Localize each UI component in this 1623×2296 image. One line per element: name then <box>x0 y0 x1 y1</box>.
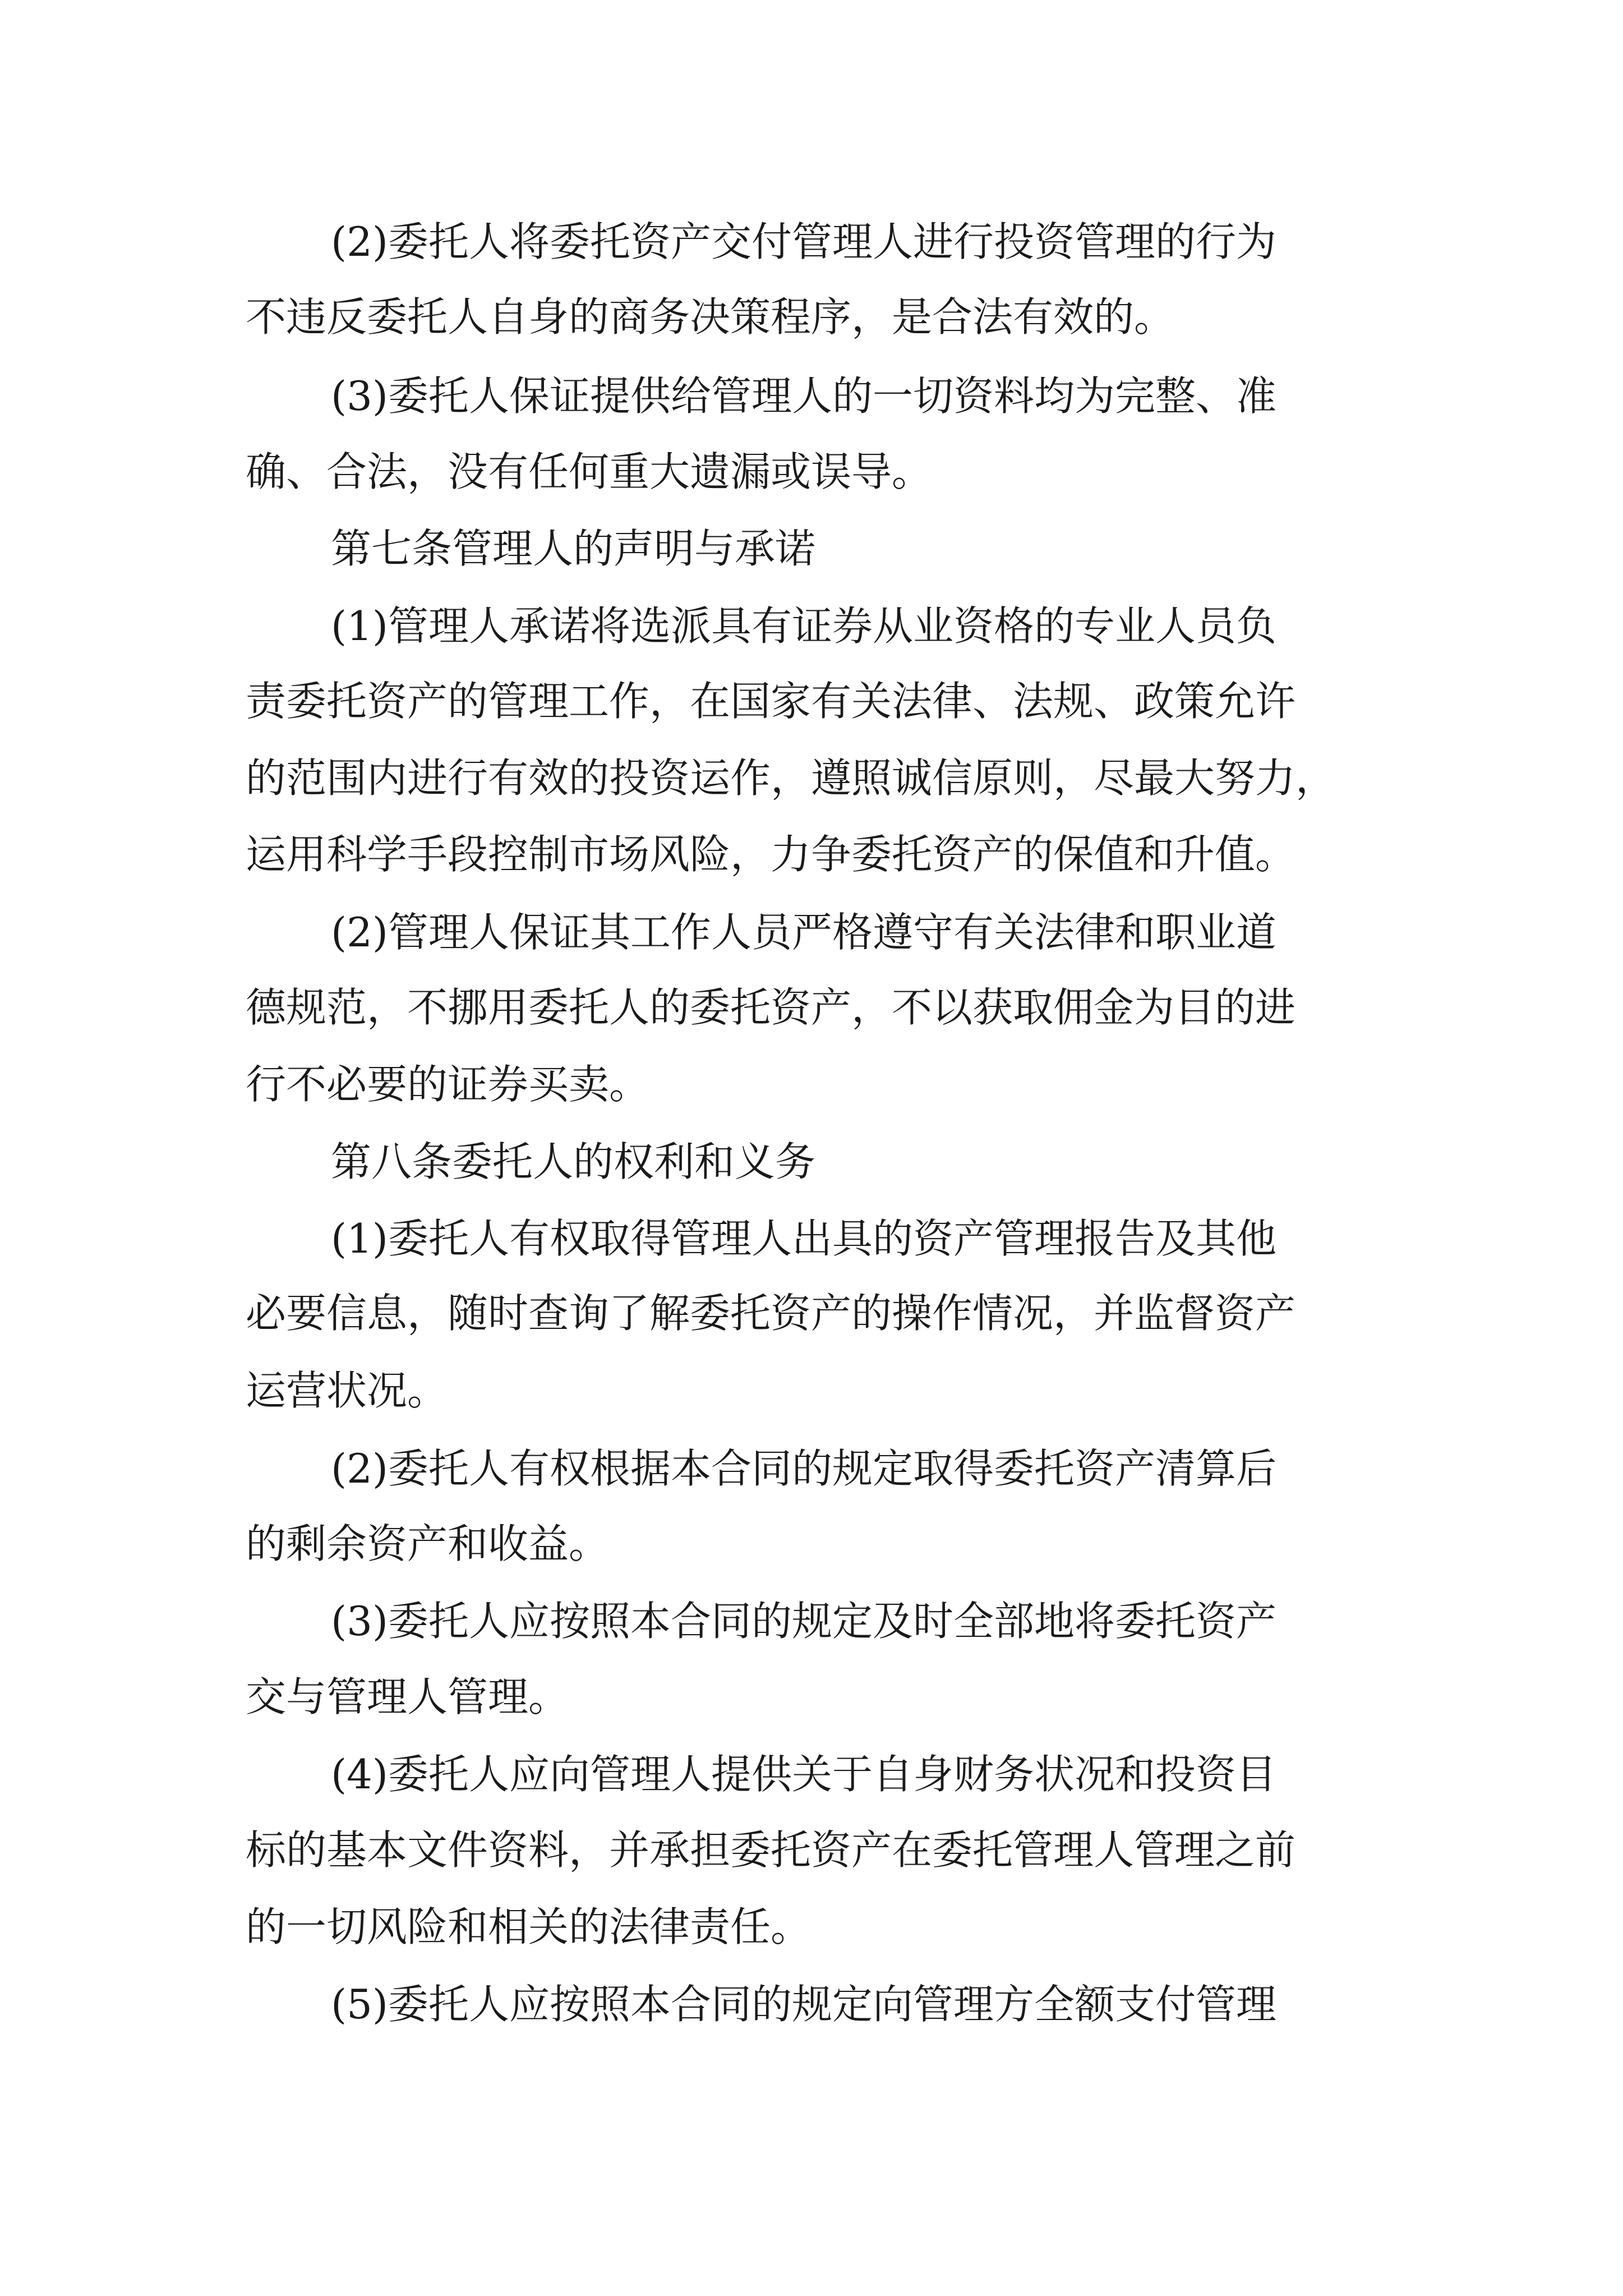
text-line: (3)委托人保证提供给管理人的一切资料均为完整、准 <box>331 372 1276 420</box>
text-line: 标的基本文件资料，并承担委托资产在委托管理人管理之前 <box>246 1826 1296 1874</box>
text-line: 的一切风险和相关的法律责任。 <box>246 1903 811 1950</box>
text-line: (2)管理人保证其工作人员严格遵守有关法律和职业道 <box>331 909 1276 956</box>
text-line: 运营状况。 <box>246 1367 448 1414</box>
text-line: 不违反委托人自身的商务决策程序，是合法有效的。 <box>246 293 1175 341</box>
text-line: (4)委托人应向管理人提供关于自身财务状况和投资目 <box>331 1751 1276 1798</box>
text-line: 交与管理人管理。 <box>246 1673 569 1720</box>
text-line: 运用科学手段控制市场风险，力争委托资产的保值和升值。 <box>246 831 1296 878</box>
section-heading: 第八条委托人的权利和义务 <box>331 1138 816 1185</box>
text-line: 责委托资产的管理工作，在国家有关法律、法规、政策允许 <box>246 678 1296 725</box>
text-line: 必要信息，随时查询了解委托资产的操作情况，并监督资产 <box>246 1290 1296 1337</box>
text-line: (2)委托人有权根据本合同的规定取得委托资产清算后 <box>331 1445 1276 1492</box>
text-line: 行不必要的证券买卖。 <box>246 1061 650 1108</box>
text-line: (3)委托人应按照本合同的规定及时全部地将委托资产 <box>331 1598 1276 1645</box>
text-line: 的剩余资产和收益。 <box>246 1520 610 1567</box>
text-line: 的范围内进行有效的投资运作，遵照诚信原则，尽最大努力， <box>246 754 1336 802</box>
text-line: 确、合法，没有任何重大遗漏或误导。 <box>246 448 933 495</box>
text-line: (2)委托人将委托资产交付管理人进行投资管理的行为 <box>331 218 1276 265</box>
section-heading: 第七条管理人的声明与承诺 <box>331 525 816 572</box>
text-line: (1)委托人有权取得管理人出具的资产管理报告及其他 <box>331 1215 1276 1262</box>
text-line: (5)委托人应按照本合同的规定向管理方全额支付管理 <box>331 1981 1276 2028</box>
text-line: (1)管理人承诺将选派具有证券从业资格的专业人员负 <box>331 602 1276 650</box>
text-line: 德规范，不挪用委托人的委托资产，不以获取佣金为目的进 <box>246 984 1296 1031</box>
